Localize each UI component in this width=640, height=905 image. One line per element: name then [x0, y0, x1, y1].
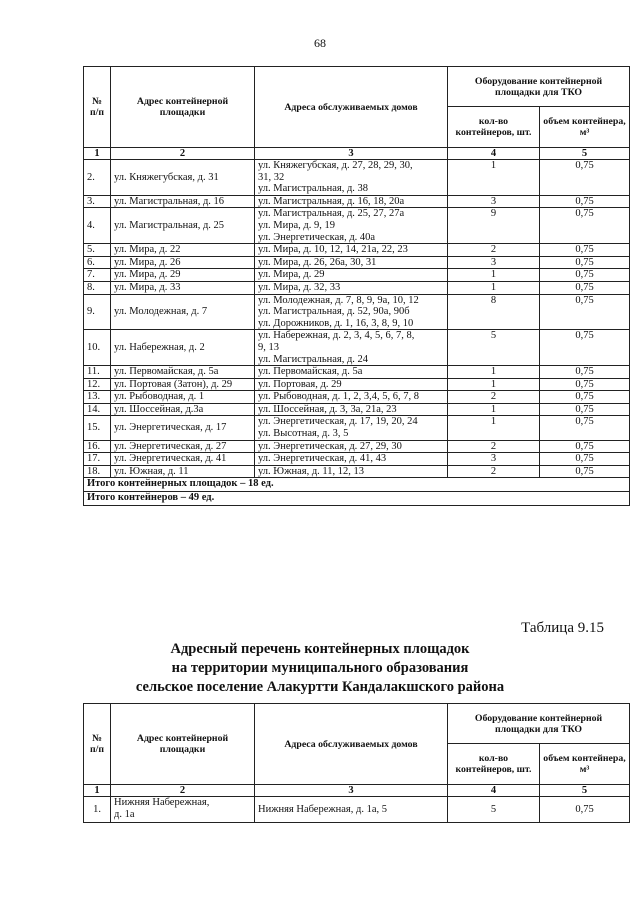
served-house-line: ул. Энергетическая, д. 41, 43 — [258, 453, 387, 465]
served-house-line: ул. Мира, д. 32, 33 — [258, 281, 341, 293]
row-number: 14. — [84, 403, 111, 416]
table-row — [84, 440, 630, 453]
served-houses — [255, 391, 448, 404]
header-site: Адрес контейнерной площадки — [111, 67, 255, 148]
site-address: ул. Шоссейная, д.3а — [111, 403, 255, 416]
row-number: 10. — [84, 330, 111, 366]
table-row — [84, 416, 630, 440]
table-row — [84, 294, 630, 330]
served-houses — [255, 281, 448, 294]
site-address: ул. Магистральная, д. 25 — [111, 208, 255, 244]
header-number-cell: 4 — [448, 148, 540, 160]
site-address: ул. Энергетическая, д. 27 — [111, 440, 255, 453]
container-sites-table — [83, 66, 630, 506]
container-volume: 0,75 — [540, 416, 630, 440]
served-house-line: ул. Мира, д. 10, 12, 14, 21а, 22, 23 — [258, 244, 408, 256]
site-address: ул. Мира, д. 29 — [111, 269, 255, 282]
container-volume: 0,75 — [540, 378, 630, 391]
row-number: 3. — [84, 195, 111, 208]
row-number: 9. — [84, 294, 111, 330]
served-house-line: ул. Магистральная, д. 16, 18, 20а — [258, 195, 405, 207]
site-address: ул. Молодежная, д. 7 — [111, 294, 255, 330]
served-houses — [255, 366, 448, 379]
header-number-cell: 1 — [84, 785, 111, 797]
served-house-line: ул. Мира, д. 26, 26а, 30, 31 — [258, 256, 377, 268]
container-volume: 0,75 — [540, 440, 630, 453]
table-caption: Таблица 9.15 — [521, 620, 604, 636]
container-count: 1 — [448, 416, 540, 440]
row-number: 2. — [84, 160, 111, 196]
row-number: 7. — [84, 269, 111, 282]
container-volume: 0,75 — [540, 160, 630, 196]
served-house-line: ул. Южная, д. 11, 12, 13 — [258, 465, 365, 477]
table-title — [0, 640, 640, 697]
served-houses — [255, 269, 448, 282]
container-count: 1 — [448, 378, 540, 391]
row-number: 6. — [84, 256, 111, 269]
site-address — [111, 797, 255, 823]
served-house-line: ул. Молодежная, д. 7, 8, 9, 9а, 10, 12 — [258, 294, 419, 306]
container-count: 1 — [448, 160, 540, 196]
site-address: ул. Энергетическая, д. 41 — [111, 453, 255, 466]
container-count: 3 — [448, 256, 540, 269]
header-equipment: Оборудование контейнерной площадки для ТКО — [448, 704, 630, 744]
served-houses — [255, 403, 448, 416]
site-address: ул. Энергетическая, д. 17 — [111, 416, 255, 440]
table-row — [84, 465, 630, 478]
served-houses: Нижняя Набережная, д. 1а, 5 — [255, 797, 448, 823]
served-house-line: ул. Княжегубская, д. 27, 28, 29, 30, — [258, 160, 413, 171]
header-number-cell: 3 — [255, 785, 448, 797]
served-house-line: ул. Дорожников, д. 1, 16, 3, 8, 9, 10 — [258, 317, 414, 329]
header-served: Адреса обслуживаемых домов — [255, 704, 448, 785]
container-count: 5 — [448, 797, 540, 823]
container-count: 3 — [448, 195, 540, 208]
header-num: № п/п — [84, 67, 111, 148]
header-volume: объем контейнера, м³ — [540, 107, 630, 148]
container-count: 2 — [448, 391, 540, 404]
table-row — [84, 269, 630, 282]
title-line: сельское поселение Алакуртти Кандалакшского района — [135, 679, 505, 695]
container-volume: 0,75 — [540, 391, 630, 404]
table-row — [84, 281, 630, 294]
served-houses — [255, 330, 448, 366]
header-number-cell: 5 — [540, 148, 630, 160]
served-house-line: ул. Магистральная, д. 38 — [258, 183, 369, 195]
site-address: ул. Княжегубская, д. 31 — [111, 160, 255, 196]
served-house-line: ул. Мира, д. 29 — [258, 269, 325, 281]
served-house-line: ул. Шоссейная, д. 3, 3а, 21а, 23 — [258, 403, 397, 415]
total-containers: Итого контейнеров – 49 ед. — [84, 492, 630, 506]
title-line: Адресный перечень контейнерных площадок — [170, 641, 470, 657]
container-volume: 0,75 — [540, 269, 630, 282]
site-address: ул. Мира, д. 33 — [111, 281, 255, 294]
served-houses — [255, 160, 448, 196]
container-count: 1 — [448, 366, 540, 379]
table-row — [84, 453, 630, 466]
table-row — [84, 378, 630, 391]
served-house-line: ул. Высотная, д. 3, 5 — [258, 428, 349, 440]
container-count: 5 — [448, 330, 540, 366]
served-house-line: 9, 13 — [258, 341, 279, 353]
site-address-line: д. 1а — [114, 808, 135, 820]
header-number-cell: 4 — [448, 785, 540, 797]
row-number: 13. — [84, 391, 111, 404]
container-volume: 0,75 — [540, 797, 630, 823]
header-count: кол-во контейнеров, шт. — [448, 744, 540, 785]
header-number-cell: 1 — [84, 148, 111, 160]
header-count: кол-во контейнеров, шт. — [448, 107, 540, 148]
container-count: 1 — [448, 403, 540, 416]
container-count: 2 — [448, 244, 540, 257]
container-volume: 0,75 — [540, 403, 630, 416]
table-row — [84, 330, 630, 366]
row-number: 11. — [84, 366, 111, 379]
container-count: 9 — [448, 208, 540, 244]
table-row — [84, 244, 630, 257]
total-sites: Итого контейнерных площадок – 18 ед. — [84, 478, 630, 492]
header-served: Адреса обслуживаемых домов — [255, 67, 448, 148]
served-house-line: ул. Магистральная, д. 25, 27, 27а — [258, 208, 405, 220]
served-house-line: ул. Мира, д. 9, 19 — [258, 219, 335, 231]
container-count: 1 — [448, 281, 540, 294]
container-volume: 0,75 — [540, 195, 630, 208]
served-house-line: ул. Первомайская, д. 5а — [258, 366, 363, 378]
container-volume: 0,75 — [540, 281, 630, 294]
header-number-cell: 3 — [255, 148, 448, 160]
site-address: ул. Магистральная, д. 16 — [111, 195, 255, 208]
served-house-line: ул. Набережная, д. 2, 3, 4, 5, 6, 7, 8, — [258, 330, 415, 342]
served-houses — [255, 440, 448, 453]
served-house-line: ул. Магистральная, д. 52, 90а, 90б — [258, 306, 410, 318]
row-number: 17. — [84, 453, 111, 466]
table-row — [84, 195, 630, 208]
served-house-line: ул. Портовая, д. 29 — [258, 378, 342, 390]
served-houses — [255, 256, 448, 269]
table-row — [84, 160, 630, 196]
page-number: 68 — [314, 36, 326, 50]
container-count: 2 — [448, 465, 540, 478]
row-number: 12. — [84, 378, 111, 391]
site-address-line: Нижняя Набережная, — [114, 797, 210, 808]
container-volume: 0,75 — [540, 366, 630, 379]
table-row — [84, 366, 630, 379]
header-volume: объем контейнера, м³ — [540, 744, 630, 785]
row-number: 16. — [84, 440, 111, 453]
row-number: 1. — [84, 797, 111, 823]
row-number: 8. — [84, 281, 111, 294]
served-house-line: ул. Энергетическая, д. 40а — [258, 231, 376, 243]
header-number-cell: 2 — [111, 148, 255, 160]
site-address: ул. Первомайская, д. 5а — [111, 366, 255, 379]
site-address: ул. Южная, д. 11 — [111, 465, 255, 478]
served-house-line: ул. Магистральная, д. 24 — [258, 353, 369, 365]
container-count: 8 — [448, 294, 540, 330]
title-line: на территории муниципального образования — [171, 660, 469, 676]
served-house-line: ул. Энергетическая, д. 17, 19, 20, 24 — [258, 416, 418, 428]
container-volume: 0,75 — [540, 256, 630, 269]
container-volume: 0,75 — [540, 465, 630, 478]
table-row — [84, 391, 630, 404]
served-houses — [255, 195, 448, 208]
site-address: ул. Рыбоводная, д. 1 — [111, 391, 255, 404]
served-houses — [255, 244, 448, 257]
container-volume: 0,75 — [540, 453, 630, 466]
served-houses — [255, 453, 448, 466]
container-count: 3 — [448, 453, 540, 466]
row-number: 5. — [84, 244, 111, 257]
served-houses — [255, 416, 448, 440]
row-number: 15. — [84, 416, 111, 440]
table-row — [84, 208, 630, 244]
container-volume: 0,75 — [540, 208, 630, 244]
row-number: 18. — [84, 465, 111, 478]
container-count: 1 — [448, 269, 540, 282]
served-house-line: 31, 32 — [258, 171, 285, 183]
container-volume: 0,75 — [540, 294, 630, 330]
header-num: № п/п — [84, 704, 111, 785]
alakurtti-sites-table — [83, 703, 630, 823]
header-number-cell: 5 — [540, 785, 630, 797]
table-row — [84, 256, 630, 269]
served-houses — [255, 294, 448, 330]
header-number-cell: 2 — [111, 785, 255, 797]
site-address: ул. Портовая (Затон), д. 29 — [111, 378, 255, 391]
served-houses — [255, 465, 448, 478]
container-volume: 0,75 — [540, 330, 630, 366]
served-houses — [255, 378, 448, 391]
container-count: 2 — [448, 440, 540, 453]
site-address: ул. Мира, д. 26 — [111, 256, 255, 269]
site-address: ул. Набережная, д. 2 — [111, 330, 255, 366]
served-house-line: ул. Рыбоводная, д. 1, 2, 3,4, 5, 6, 7, 8 — [258, 391, 420, 403]
served-house-line: ул. Энергетическая, д. 27, 29, 30 — [258, 440, 402, 452]
site-address: ул. Мира, д. 22 — [111, 244, 255, 257]
header-site: Адрес контейнерной площадки — [111, 704, 255, 785]
container-volume: 0,75 — [540, 244, 630, 257]
row-number: 4. — [84, 208, 111, 244]
served-houses — [255, 208, 448, 244]
table-row — [84, 403, 630, 416]
header-equipment: Оборудование контейнерной площадки для ТКО — [448, 67, 630, 107]
